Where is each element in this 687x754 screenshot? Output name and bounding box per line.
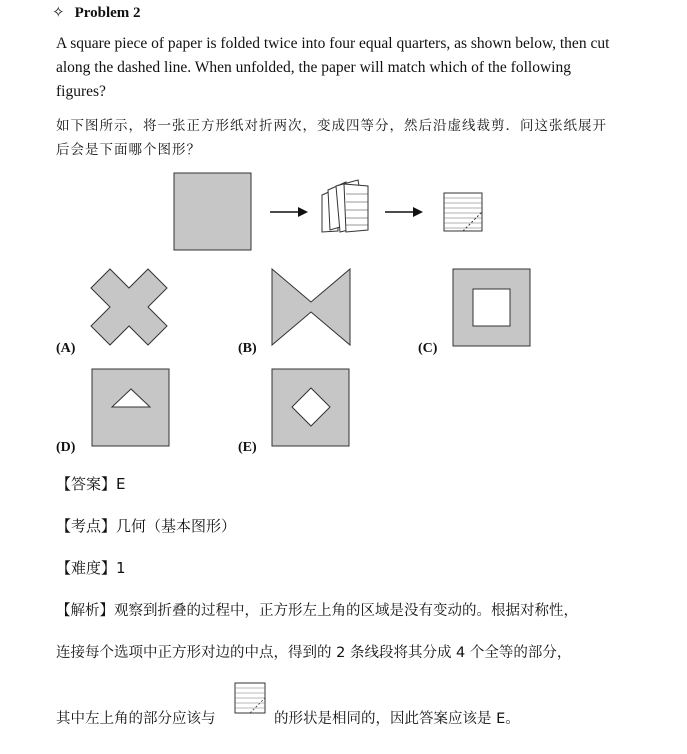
original-square — [174, 173, 251, 250]
option-e-figure — [272, 369, 349, 446]
topic-value: 几何（基本图形） — [116, 517, 237, 535]
arrow-icon — [385, 207, 423, 217]
option-a-label: (A) — [56, 341, 76, 356]
option-d-label: (D) — [56, 440, 76, 455]
problem-text-english: A square piece of paper is folded twice into four equal quarters, as shown below, then cut along the dashed line. When unfolded, the paper will match which of the following figures? — [56, 35, 610, 100]
analysis-line-1 — [56, 599, 578, 620]
option-b-figure — [272, 269, 350, 345]
folding-sequence-diagram — [174, 173, 482, 250]
analysis-line-2: 连接每个选项中正方形对边的中点，得到的 2 条线段将其分成 4 个全等的部分， — [56, 645, 572, 661]
analysis-line-3-pre: 其中左上角的部分应该与 — [56, 711, 216, 727]
answer-label: 【答案】 — [56, 475, 117, 493]
difficulty-label: 【难度】 — [56, 559, 117, 577]
answer-line — [56, 473, 126, 494]
answer-value: E — [116, 475, 126, 493]
option-c-label: (C) — [418, 341, 438, 356]
option-d-figure — [92, 369, 169, 446]
option-c-figure — [453, 269, 530, 346]
star-icon: ✧ — [52, 5, 65, 21]
difficulty-value: 1 — [116, 559, 126, 577]
difficulty-line — [56, 557, 126, 578]
analysis-text-1: 观察到折叠的过程中，正方形左上角的区域是没有变动的。根据对称性， — [114, 603, 578, 619]
analysis-line-3-post: 的形状是相同的，因此答案应该是 E。 — [274, 711, 520, 727]
option-a-figure — [91, 269, 167, 345]
topic-label: 【考点】 — [56, 517, 117, 535]
option-e-label: (E) — [238, 440, 257, 455]
topic-line — [56, 515, 236, 536]
problem-text-chinese: 如下图所示，将一张正方形纸对折两次，变成四等分，然后沿虚线裁剪．问这张纸展开后会是下面哪个图形？ — [56, 118, 607, 158]
problem-title-text: Problem 2 — [74, 5, 141, 21]
option-b-label: (B) — [238, 341, 257, 356]
inline-quarter-figure — [235, 683, 265, 713]
folded-quarter-with-cut-line — [444, 193, 482, 231]
arrow-icon — [270, 207, 308, 217]
analysis-label: 【解析】 — [56, 603, 114, 619]
folded-paper-icon — [322, 180, 368, 232]
